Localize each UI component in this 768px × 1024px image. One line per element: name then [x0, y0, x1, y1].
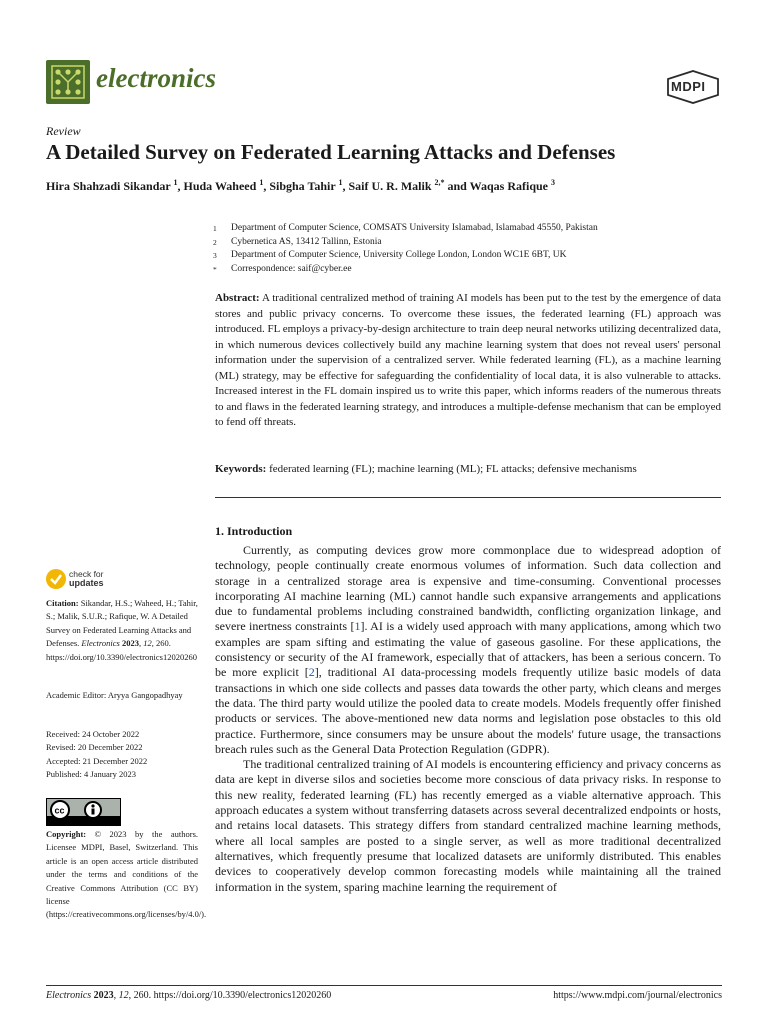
author-list: [46, 178, 746, 194]
citation-block: Citation: Sikandar, H.S.; Waheed, H.; Tahir, S.; Malik, S.U.R.; Rafique, W. A Detailed Survey on Federated Learning Attacks and Defenses. Electronics 2023, 12, 260. https://doi.org/10.3390/electronics12020260: [46, 598, 198, 662]
received-date: Received: 24 October 2022: [46, 729, 140, 739]
affiliation-item: [213, 249, 733, 263]
revised-date: Revised: 20 December 2022: [46, 742, 143, 753]
affiliation-number: 1: [213, 224, 217, 233]
abstract: [215, 291, 721, 431]
body-text: [215, 543, 721, 895]
article-type: Review: [46, 124, 81, 138]
check-updates-line2: updates: [69, 578, 104, 588]
author-separator: ,: [342, 179, 349, 193]
published-date: Published: 4 January 2023: [46, 769, 136, 780]
affiliation-list: [213, 222, 733, 276]
affiliation-text: Department of Computer Science, COMSATS University Islamabad, Islamabad 45550, Pakistan: [231, 223, 598, 233]
citation-label: Citation:: [46, 598, 79, 608]
citation-journal: Electronics: [81, 638, 120, 649]
keywords-text: federated learning (FL); machine learning (ML); FL attacks; defensive mechanisms: [269, 463, 637, 475]
publication-dates: [46, 728, 198, 782]
affiliation-number: 3: [213, 251, 217, 260]
author-affiliation-mark[interactable]: 1: [338, 178, 343, 187]
cc-by-license-icon[interactable]: [46, 798, 121, 826]
affiliation-item: [213, 222, 733, 236]
author-name: Huda Waheed: [183, 179, 257, 193]
author-affiliation-mark[interactable]: 1: [259, 178, 264, 187]
author-affiliation-mark[interactable]: 3: [551, 178, 555, 187]
citation-doi[interactable]: , 260. https://doi.org/10.3390/electronics12020260: [46, 638, 197, 662]
author-name: Waqas Rafique: [469, 179, 548, 193]
paragraph-text: ], traditional AI data-processing models frequently utilize basic models of data transactions in which one side collects and passes data towards the other party, which cleans and merges the data. The third party would utilize the pooled data to create models. Models frequently offer finished products or services. The above-mentioned new data norms and legislation pose obstacles to this old practice. Furthermore, since consumers may be unsure about the models' future usage, the transactions breach rules such as the General Data Protection Regulation (GDPR).: [215, 665, 722, 756]
keywords: [215, 463, 721, 475]
author-name: Saif U. R. Malik: [348, 179, 432, 193]
affiliation-text: Department of Computer Science, University College London, London WC1E 6BT, UK: [231, 250, 567, 260]
citation-link[interactable]: 2: [308, 665, 315, 680]
citation-year: 2023: [121, 638, 139, 649]
footer-volume: 12: [118, 990, 129, 1001]
author-separator: and: [444, 179, 470, 193]
author-name: Hira Shahzadi Sikandar: [46, 179, 171, 193]
paragraph-text: ]. AI is a widely used approach with many applications, among which two examples are spam sifting and estimating the value of gaseous gasoline. For these applications, the consistency or security of the AI framework, especially that of attackers, has been a serious concern. To be more explicit [: [215, 619, 722, 680]
journal-logo-icon: [46, 60, 90, 104]
academic-editor: Academic Editor: Aryya Gangopadhyay: [46, 690, 183, 700]
accepted-date: Accepted: 21 December 2022: [46, 755, 148, 766]
copyright-text: © 2023 by the authors. Licensee MDPI, Basel, Switzerland. This article is an open access article distributed under the terms and conditions of the Creative Commons Attribution (CC BY) license (https://creativecommons.org/licenses/by/4.0/).: [46, 829, 207, 920]
footer-divider: [46, 985, 722, 986]
correspondence-text[interactable]: Correspondence: saif@cyber.ee: [231, 263, 352, 274]
abstract-text: A traditional centralized method of training AI models has been put to the test by the emergence of data stores and public privacy concerns. To overcome these issues, the federated learning (FL) approach was introduced. FL employs a privacy-by-design architecture to train deep neural networks utilizing decentralized data, in which numerous devices collectively build any machine learning system that does not reveal users' personal information under the supervision of a centralized server. While federated learning (FL), as a machine learning (ML) strategy, may be effective for safeguarding the confidentiality of local data, it is also vulnerable to attacks. Increased interest in the FL domain inspired us to write this paper, which informs readers of the numerous threats to and flaws in the federated learning strategy, and introduces a multiple-defense mechanism that can be employed to fend off threats.: [215, 292, 721, 428]
affiliation-text: Cybernetica AS, 13412 Tallinn, Estonia: [231, 236, 382, 247]
affiliation-number: 2: [213, 237, 217, 247]
abstract-divider: [215, 497, 721, 498]
abstract-label: Abstract:: [215, 292, 260, 304]
paragraph-text: Currently, as computing devices grow more commonplace due to widespread adoption of technology, people continually create enormous volumes of information. Such data collection and storage in a centralized storage area is expensive and time-consuming. Conventional processes incorporating AI machine learning (ML) cannot handle such expansive arrangements and applications due to fundamental problems including constrained bandwidth, conflicting organization linkage, and severe inertness constraints [: [215, 543, 721, 634]
affiliation-number: *: [213, 264, 217, 274]
keywords-label: Keywords:: [215, 463, 267, 475]
section-heading: 1. Introduction: [215, 524, 293, 538]
citation-text: Sikandar, H.S.; Waheed, H.; Tahir, S.; Malik, S.U.R.; Rafique, W. A Detailed Survey on Federated Learning Attacks and Defenses.: [46, 598, 198, 649]
footer-citation: Electronics 2023, 12, 260. https://doi.org/10.3390/electronics12020260: [46, 990, 332, 1001]
affiliation-item: [213, 263, 733, 277]
publisher-logo-text: MDPI: [671, 79, 706, 94]
paragraph: The traditional centralized training of AI models is encountering efficiency and privacy concerns as data are kept in diverse silos and societies become more conscious of data privacy risks. In response to this new reality, federated learning (FL) has recently emerged as a viable alternative approach. This approach educates a system without transferring datasets across several decentralized endpoints or hosts, and retains local datasets. This strategy differs from standard centralized machine learning methods, where all local samples are posted to a single server, as well as more traditional decentralized alternatives, which frequently presume that localized datasets are uniformly distributed. This enables devices to cooperatively develop common forecasting models while maintaining all the trained information in the system, sparing machine learning the requirement of: [215, 757, 721, 894]
author-separator: ,: [177, 179, 184, 193]
footer-journal-url[interactable]: https://www.mdpi.com/journal/electronics: [553, 990, 722, 1001]
affiliation-item: [213, 236, 733, 250]
copyright-notice: [46, 828, 207, 922]
author-affiliation-mark[interactable]: 1: [173, 178, 178, 187]
citation-volume: 12: [143, 638, 152, 649]
author-affiliation-mark[interactable]: 2,*: [434, 178, 445, 187]
footer-doi[interactable]: , 260. https://doi.org/10.3390/electronics12020260: [128, 990, 332, 1001]
check-updates-icon: [46, 569, 66, 589]
check-updates-label: [69, 570, 104, 588]
check-for-updates-button[interactable]: [46, 569, 126, 591]
footer-year: 2023: [93, 990, 114, 1001]
journal-name: electronics: [96, 63, 216, 93]
svg-text:cc: cc: [54, 805, 65, 816]
citation-link[interactable]: 1: [354, 619, 361, 634]
author-name: Sibgha Tahir: [269, 179, 336, 193]
author-separator: ,: [263, 179, 270, 193]
article-title: A Detailed Survey on Federated Learning Attacks and Defenses: [46, 140, 616, 164]
copyright-label: Copyright:: [46, 829, 87, 839]
check-updates-line1: check for: [69, 569, 104, 579]
paragraph: [215, 543, 721, 757]
footer-journal: Electronics: [46, 990, 92, 1001]
